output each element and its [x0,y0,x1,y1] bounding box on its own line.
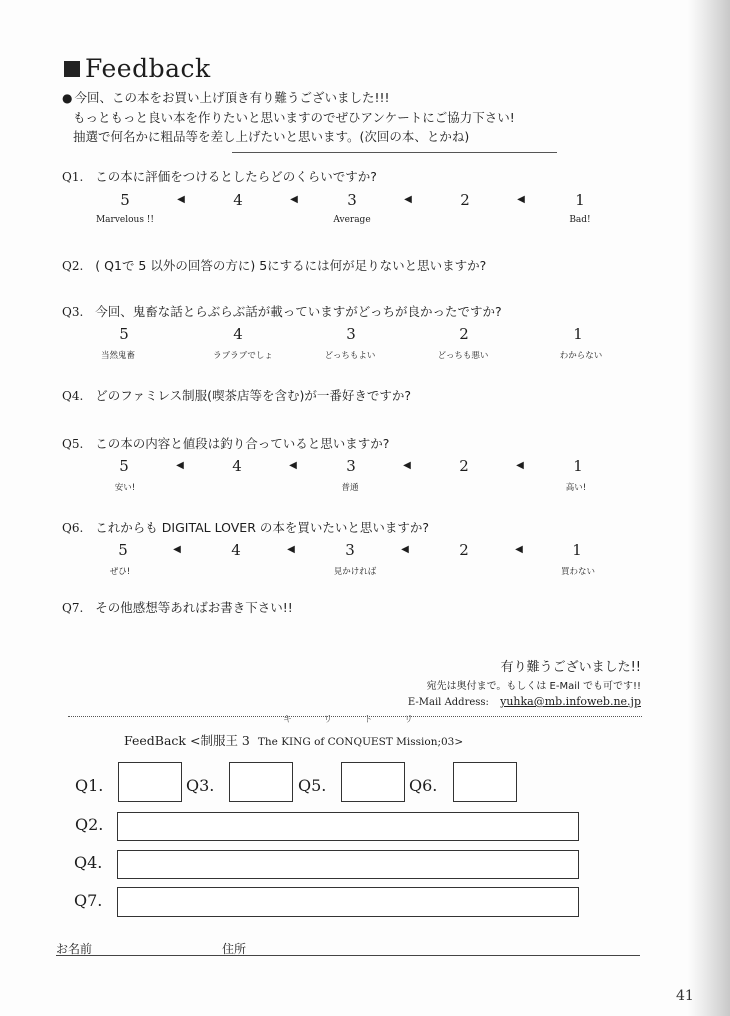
question-q5 [62,434,389,452]
scale-value: 5 [119,457,129,475]
scale-caption: 見かければ [333,567,377,577]
form-label-q2: Q2. [75,815,104,834]
question-q6 [62,518,429,536]
question-number: Q1. [62,170,84,184]
scale-value: 4 [233,325,243,343]
intro-divider [232,152,557,153]
arrow-left-icon: ◀ [176,460,184,471]
scale-caption: Bad! [569,215,591,225]
scale-caption: 買わない [560,567,596,577]
scale-value: 2 [459,325,469,343]
scale-caption: どっちもよい [324,351,376,361]
question-q1 [62,167,377,185]
scale-caption: ぜひ! [109,567,131,577]
scale-value: 1 [572,541,582,559]
form-title-main: FeedBack <制服王 3 [124,733,250,748]
arrow-left-icon: ◀ [289,460,297,471]
question-q7 [62,598,293,616]
question-number: Q4. [62,389,84,403]
scale-caption: Average [333,215,371,225]
answer-box-q2[interactable] [117,812,579,841]
intro-text [62,88,515,146]
form-label-q7: Q7. [74,891,103,910]
scale-value: 2 [459,457,469,475]
scale-caption: 当然鬼畜 [100,351,136,361]
email-row [408,695,641,708]
scale-value: 5 [119,325,129,343]
scale-value: 1 [573,325,583,343]
page-title [64,54,211,83]
arrow-left-icon: ◀ [403,460,411,471]
scale-value: 3 [346,457,356,475]
scale-value: 3 [345,541,355,559]
question-number: Q7. [62,601,84,615]
cut-here-char: リ [403,715,413,725]
arrow-left-icon: ◀ [173,544,181,555]
form-label-q1: Q1. [75,776,104,795]
question-q2 [62,256,486,274]
bullet-icon: ● [62,91,73,105]
arrow-left-icon: ◀ [287,544,295,555]
scale-caption: ラブラブでしょ [213,351,273,361]
cut-here-char: キ [283,715,293,725]
scale-caption: 普通 [341,483,359,493]
email-label: E-Mail Address: [407,697,489,708]
answer-box-q3[interactable] [229,762,293,802]
question-number: Q3. [62,305,84,319]
question-text: この本の内容と値段は釣り合っていると思いますか? [95,436,390,451]
title-text: Feedback [85,54,211,83]
scale-caption: どっちも悪い [437,351,489,361]
arrow-left-icon: ◀ [515,544,523,555]
rating-scale-q6 [0,541,700,581]
page-number: 41 [676,988,694,1004]
answer-box-q4[interactable] [117,850,579,879]
scale-value: 3 [347,191,357,209]
form-label-q3: Q3. [186,776,215,795]
scale-value: 2 [459,541,469,559]
name-address-line[interactable] [56,955,640,956]
cut-here-char: リ [323,715,333,725]
question-number: Q5. [62,437,84,451]
cut-here-char: ト [363,715,373,725]
question-text: 今回、鬼畜な話とらぶらぶ話が載っていますがどっちが良かったですか? [95,304,502,319]
answer-box-q1[interactable] [118,762,182,802]
arrow-left-icon: ◀ [517,194,525,205]
cut-here-label [283,712,413,725]
scale-value: 4 [231,541,241,559]
scale-caption: 高い! [565,483,587,493]
form-label-q4: Q4. [74,853,103,872]
scale-value: 4 [232,457,242,475]
question-text: これからも DIGITAL LOVER の本を買いたいと思いますか? [95,520,429,535]
answer-box-q7[interactable] [117,887,579,917]
send-to-text: 宛先は奥付まで。もしくは E-Mail でも可です!! [426,681,641,692]
form-title [124,731,463,749]
scale-value: 1 [575,191,585,209]
scale-value: 5 [120,191,130,209]
question-text: この本に評価をつけるとしたらどのくらいですか? [95,169,377,184]
arrow-left-icon: ◀ [516,460,524,471]
intro-line-3: 抽選で何名かに粗品等を差し上げたいと思います。(次回の本、とかね) [73,129,470,144]
question-text: どのファミレス制服(喫茶店等を含む)が一番好きですか? [95,388,412,403]
scale-caption: 安い! [114,483,136,493]
address-label: 住所 [222,942,247,956]
scale-value: 5 [118,541,128,559]
answer-box-q6[interactable] [453,762,517,802]
intro-line-1: 今回、この本をお買い上げ頂き有り難うございました!!! [74,90,390,105]
scale-value: 4 [233,191,243,209]
thanks-text: 有り難うございました!! [500,660,641,675]
form-label-q5: Q5. [298,776,327,795]
question-number: Q2. [62,259,84,273]
rating-scale-q1 [0,191,700,231]
title-square-icon [64,61,80,77]
arrow-left-icon: ◀ [177,194,185,205]
scale-value: 1 [573,457,583,475]
scale-caption: わからない [559,351,603,361]
scale-caption: Marvelous !! [95,215,155,225]
question-q4 [62,386,411,404]
question-q3 [62,302,502,320]
scale-value: 3 [346,325,356,343]
answer-box-q5[interactable] [341,762,405,802]
rating-scale-q5 [0,457,700,497]
name-label: お名前 [56,942,93,956]
intro-line-2: もっともっと良い本を作りたいと思いますのでぜひアンケートにご協力下さい! [73,110,515,125]
arrow-left-icon: ◀ [401,544,409,555]
email-link[interactable]: yuhka@mb.infoweb.ne.jp [500,695,641,708]
question-text: その他感想等あればお書き下さい!! [95,600,293,615]
question-text: ( Q1で 5 以外の回答の方に) 5にするには何が足りないと思いますか? [95,258,487,273]
question-number: Q6. [62,521,84,535]
arrow-left-icon: ◀ [290,194,298,205]
scale-value: 2 [460,191,470,209]
arrow-left-icon: ◀ [404,194,412,205]
form-title-sub: The KING of CONQUEST Mission;03> [257,736,464,748]
rating-scale-q3 [0,325,700,365]
form-label-q6: Q6. [409,776,438,795]
